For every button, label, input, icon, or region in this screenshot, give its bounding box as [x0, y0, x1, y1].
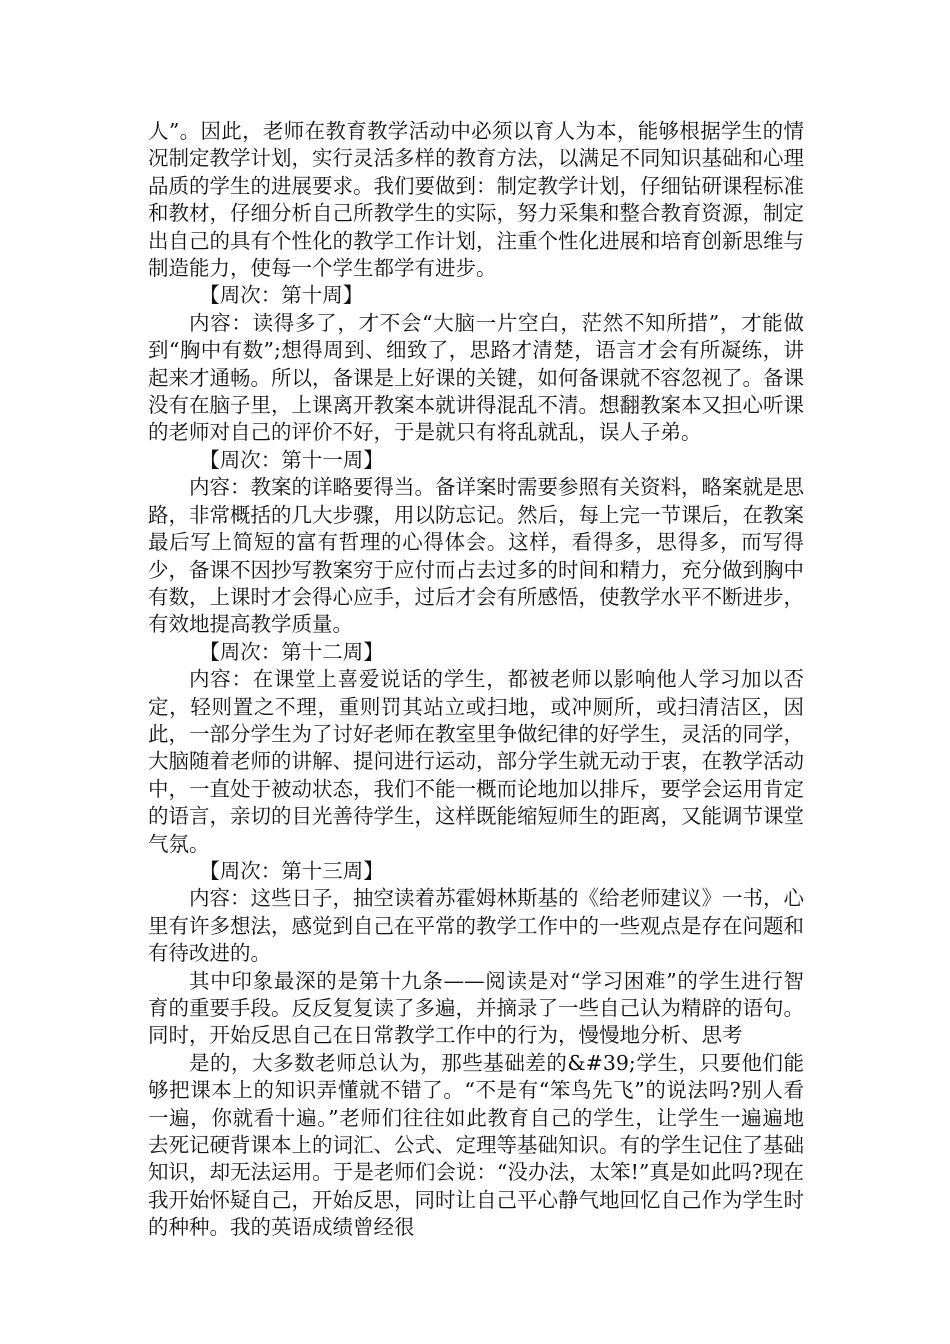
- week-10-heading: 【周次：第十周】: [199, 283, 364, 308]
- week-13-heading: 【周次：第十三周】: [199, 858, 384, 883]
- week-12-heading: 【周次：第十二周】: [199, 639, 384, 664]
- document-page: [148, 118, 804, 1242]
- week-12-content: 内容：在课堂上喜爱说话的学生，都被老师以影响他人学习加以否定，轻则置之不理，重则罚其站立或扫地，或冲厕所，或扫清洁区，因此，一部分学生为了讨好老师在教室里争做纪律的好学生，灵活的同学，大脑随着老师的讲解、提问进行运动，部分学生就无动于衷，在教学活动中，一直处于被动状态，我们不能一概而论地加以排斥，要学会运用肯定的语言，亲切的目光善待学生，这样既能缩短师生的距离，又能调节课堂气氛。: [148, 667, 804, 856]
- week-13-paragraph-3: 是的，大多数老师总认为，那些基础差的&#39;学生，只要他们能够把课本上的知识弄懂就不错了。“不是有“笨鸟先飞”的说法吗?别人看一遍，你就看十遍。”老师们往往如此教育自己的学生，让学生一遍遍地去死记硬背课本上的词汇、公式、定理等基础知识。有的学生记住了基础知识，却无法运用。于是老师们会说：“没办法，太笨!”真是如此吗?现在我开始怀疑自己，开始反思，同时让自己平心静气地回忆自己作为学生时的种种。我的英语成绩曾经很: [148, 1050, 804, 1240]
- week-11-content: 内容：教案的详略要得当。备详案时需要参照有关资料，略案就是思路，非常概括的几大步骤，用以防忘记。然后，每上完一节课后，在教案最后写上简短的富有哲理的心得体会。这样，看得多，思得多，而写得少，备课不因抄写教案穷于应付而占去过多的时间和精力，充分做到胸中有数，上课时才会得心应手，过后才会有所感悟，使教学水平不断进步，有效地提高教学质量。: [148, 475, 804, 637]
- week-13-paragraph-2: 其中印象最深的是第十九条——阅读是对“学习困难”的学生进行智育的重要手段。反反复复读了多遍，并摘录了一些自己认为精辟的语句。同时，开始反思自己在日常教学工作中的行为，慢慢地分析、思考: [148, 968, 804, 1048]
- week-11-heading: 【周次：第十一周】: [199, 447, 384, 472]
- intro-paragraph: 人”。因此，老师在教育教学活动中必须以育人为本，能够根据学生的情况制定教学计划，实行灵活多样的教育方法，以满足不同知识基础和心理品质的学生的进展要求。我们要做到：制定教学计划，仔细钻研课程标准和教材，仔细分析自己所教学生的实际，努力采集和整合教育资源，制定出自己的具有个性化的教学工作计划，注重个性化进展和培育创新思维与制造能力，使每一个学生都学有进步。: [148, 119, 804, 281]
- week-10-content: 内容：读得多了，才不会“大脑一片空白，茫然不知所措”，才能做到“胸中有数”;想得周到、细致了，思路才清楚，语言才会有所凝练，讲起来才通畅。所以，备课是上好课的关键，如何备课就不容忽视了。备课没有在脑子里，上课离开教案本就讲得混乱不清。想翻教案本又担心听课的老师对自己的评价不好，于是就只有将乱就乱，误人子弟。: [148, 310, 804, 445]
- week-13-content: 内容：这些日子，抽空读着苏霍姆林斯基的《给老师建议》一书，心里有许多想法，感觉到自己在平常的教学工作中的一些观点是存在问题和有待改进的。: [148, 886, 804, 966]
